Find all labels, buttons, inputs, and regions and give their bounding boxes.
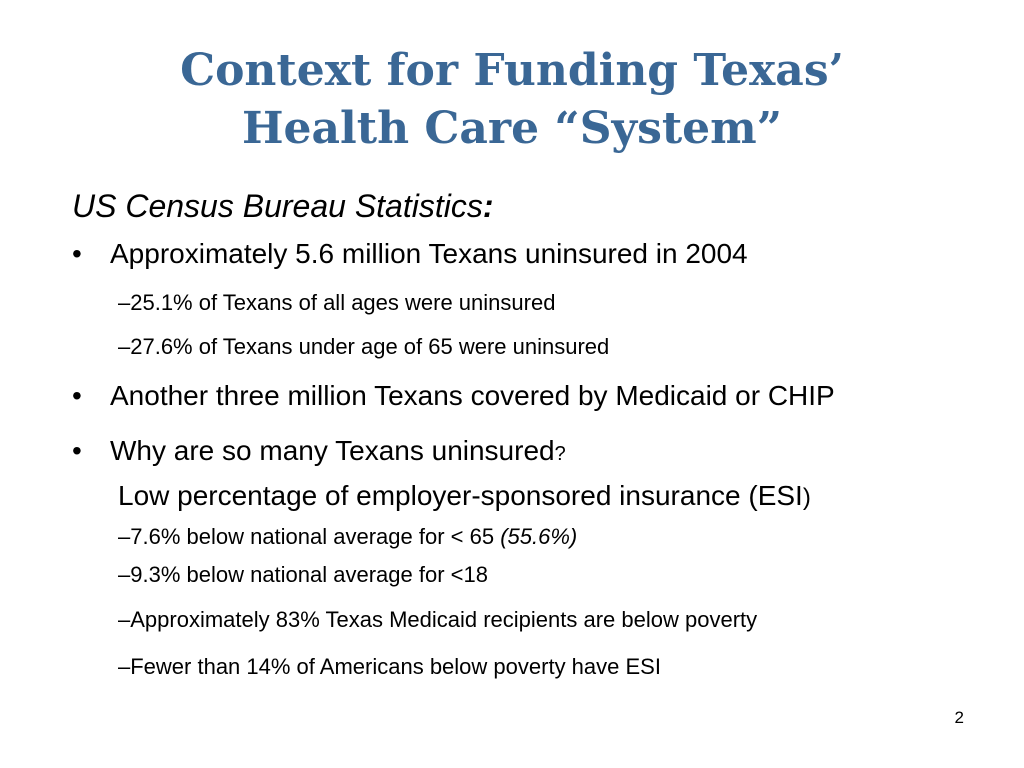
continuation-text: Low percentage of employer-sponsored insurance (ESI (118, 480, 803, 511)
bullet-continuation (118, 479, 811, 515)
sub-item: –Fewer than 14% of Americans below poverty have ESI (118, 654, 661, 679)
slide-title (0, 42, 1024, 158)
section-subtitle (72, 186, 494, 226)
title-line-1: Context for Funding Texas’ (180, 45, 844, 96)
bullet-marker: • (72, 238, 82, 269)
bullet-item-2 (72, 379, 835, 413)
sub-item (118, 523, 577, 551)
subtitle-colon: : (482, 188, 494, 224)
sub-item: –27.6% of Texans under age of 65 were uninsured (118, 334, 610, 359)
sub-item: –25.1% of Texans of all ages were uninsured (118, 290, 556, 315)
bullet-text: Approximately 5.6 million Texans uninsured in 2004 (110, 238, 748, 269)
sub-item-text: –7.6% below national average for < 65 (118, 524, 501, 549)
bullet-text: Why are so many Texans uninsured (110, 435, 555, 466)
subtitle-text: US Census Bureau Statistics (72, 188, 483, 224)
bullet-text-end: ? (554, 443, 566, 465)
title-line-2: Health Care “System” (241, 103, 783, 154)
page-number: 2 (954, 708, 964, 727)
bullet-text: Another three million Texans covered by Medicaid or CHIP (110, 380, 835, 411)
bullet-marker: • (72, 380, 82, 411)
continuation-end: ) (802, 484, 811, 511)
bullet-marker: • (72, 435, 82, 466)
sub-item-italic: (55.6%) (500, 524, 578, 549)
sub-item: –9.3% below national average for <18 (118, 562, 488, 587)
bullet-item-3 (72, 434, 566, 471)
bullet-item-1 (72, 237, 748, 271)
sub-item: –Approximately 83% Texas Medicaid recipients are below poverty (118, 607, 758, 632)
